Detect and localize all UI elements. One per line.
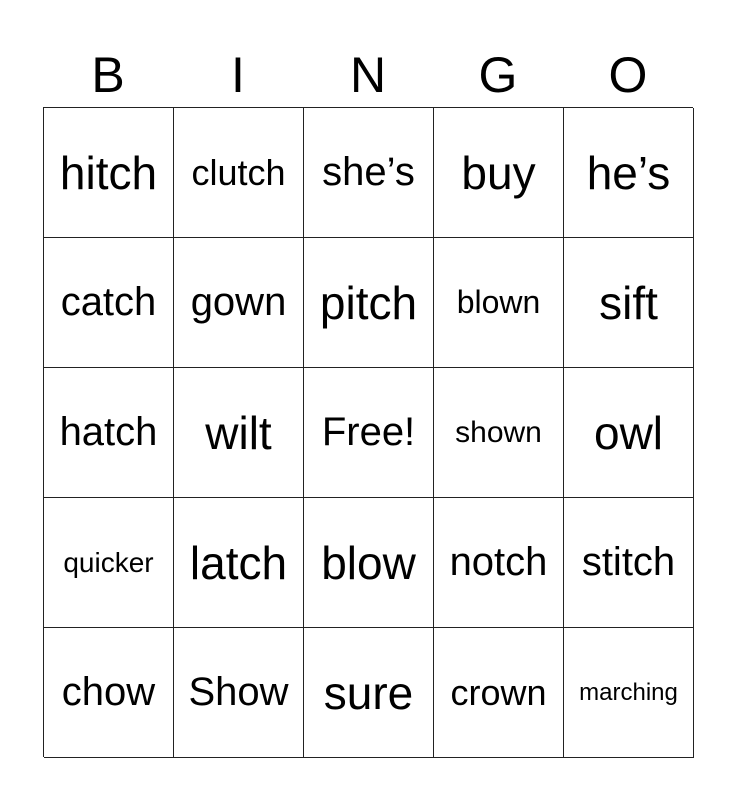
bingo-cell: latch xyxy=(174,498,304,628)
bingo-cell: shown xyxy=(434,368,564,498)
bingo-cell-free: Free! xyxy=(304,368,434,498)
bingo-cell: he’s xyxy=(564,108,694,238)
bingo-cell: clutch xyxy=(174,108,304,238)
bingo-cell: hatch xyxy=(44,368,174,498)
header-letter-i: I xyxy=(231,47,245,103)
bingo-cell: she’s xyxy=(304,108,434,238)
bingo-cell: sure xyxy=(304,628,434,758)
bingo-cell: blown xyxy=(434,238,564,368)
bingo-cell: owl xyxy=(564,368,694,498)
header-letter-n: N xyxy=(349,47,387,103)
bingo-cell: gown xyxy=(174,238,304,368)
bingo-cell: buy xyxy=(434,108,564,238)
header-letter-b: B xyxy=(91,47,125,103)
bingo-board xyxy=(43,107,693,757)
bingo-cell: catch xyxy=(44,238,174,368)
header-letter-o: O xyxy=(608,47,648,103)
bingo-cell: chow xyxy=(44,628,174,758)
bingo-cell: sift xyxy=(564,238,694,368)
bingo-cell: wilt xyxy=(174,368,304,498)
bingo-cell: quicker xyxy=(44,498,174,628)
bingo-cell: blow xyxy=(304,498,434,628)
bingo-cell: notch xyxy=(434,498,564,628)
bingo-cell: Show xyxy=(174,628,304,758)
bingo-cell: marching xyxy=(564,628,694,758)
bingo-cell: hitch xyxy=(44,108,174,238)
bingo-cell: crown xyxy=(434,628,564,758)
header-letter-g: G xyxy=(478,47,518,103)
bingo-header xyxy=(43,44,693,106)
bingo-cell: pitch xyxy=(304,238,434,368)
bingo-cell: stitch xyxy=(564,498,694,628)
